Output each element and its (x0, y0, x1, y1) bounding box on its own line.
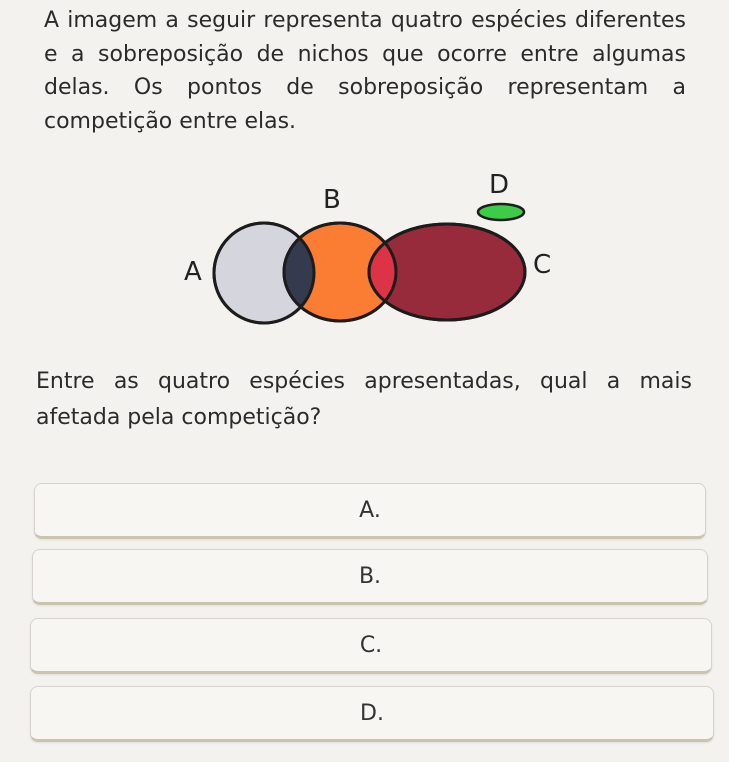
option-b-button[interactable] (32, 549, 708, 605)
niche-overlap-diagram (0, 160, 729, 360)
label-c: C (533, 250, 552, 280)
species-d-ellipse (478, 204, 524, 220)
option-d-label: D. (360, 700, 384, 726)
label-b: B (323, 185, 341, 215)
option-a-button[interactable] (34, 483, 706, 539)
question-text: Entre as quatro espécies apresentadas, qual a mais afetada pela competição? (36, 369, 692, 430)
option-c-label: C. (359, 632, 383, 658)
option-d-button[interactable] (30, 686, 714, 742)
option-b-label: B. (358, 563, 382, 589)
intro-text: A imagem a seguir representa quatro espécies diferentes e a sobreposição de nichos que ocorre entre algumas delas. Os pontos de sobreposição representam a competição entre elas. (44, 8, 686, 134)
label-a: A (184, 257, 202, 287)
option-c-button[interactable] (30, 618, 712, 674)
option-a-label: A. (359, 497, 381, 523)
label-d: D (489, 170, 510, 200)
